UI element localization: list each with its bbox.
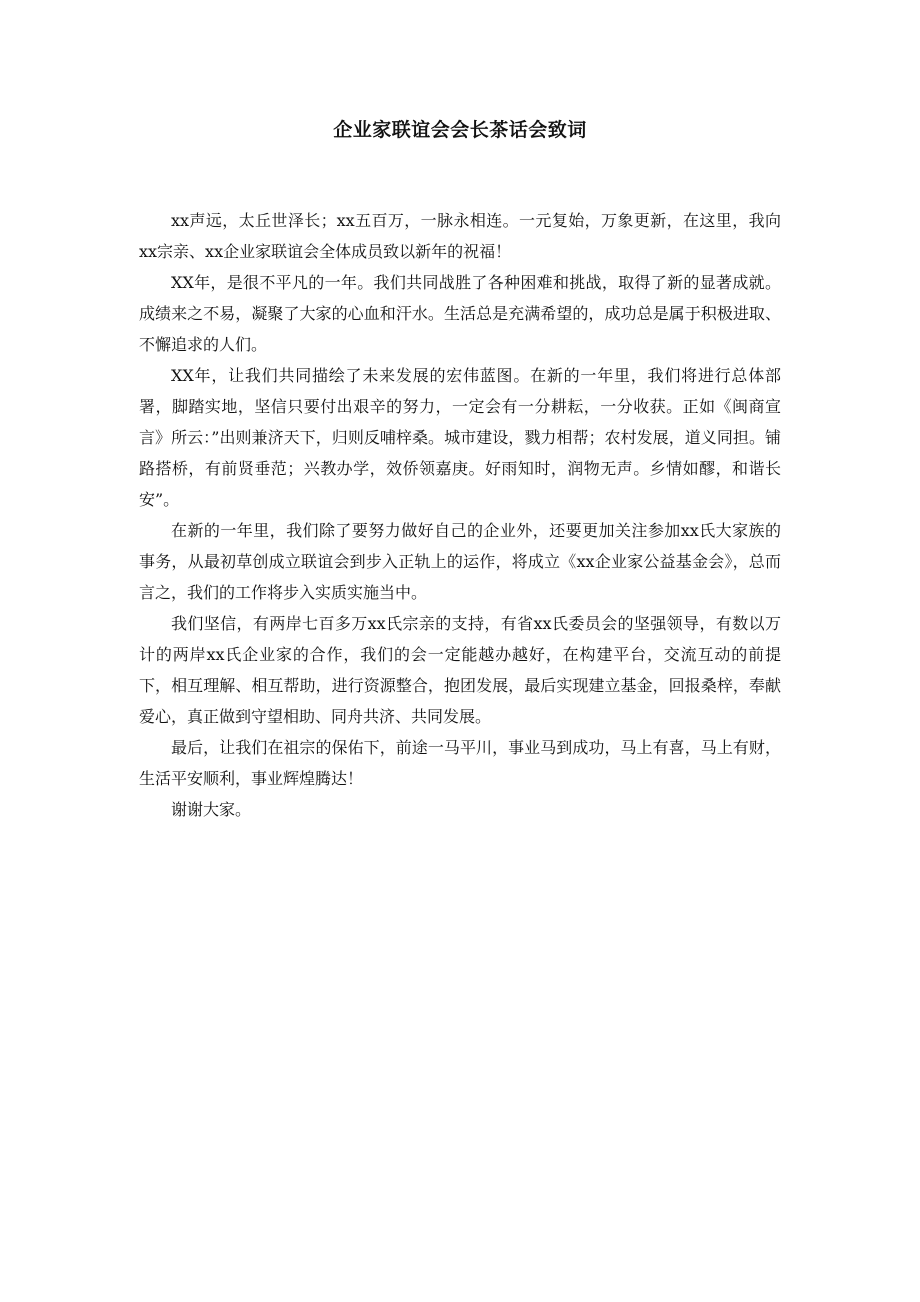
document-title: 企业家联谊会会长茶话会致词 [333, 119, 587, 141]
paragraph-thanks: 谢谢大家。 [171, 800, 252, 819]
paragraph-blessing: 最后，让我们在祖宗的保佑下，前途一马平川，事业马到成功，马上有喜，马上有财，生活平安顺利，事业辉煌腾达！ [139, 738, 781, 788]
document-body [139, 205, 781, 825]
paragraph-year-review: XX年，是很不平凡的一年。我们共同战胜了各种困难和挑战，取得了新的显著成就。成绩来之不易，凝聚了大家的心血和汗水。生活总是充满希望的，成功总是属于积极进取、不懈追求的人们。 [139, 273, 781, 354]
paragraph-blueprint: XX年，让我们共同描绘了未来发展的宏伟蓝图。在新的一年里，我们将进行总体部署，脚踏实地，坚信只要付出艰辛的努力，一定会有一分耕耘，一分收获。正如《闽商宣言》所云：”出则兼济天下，归则反哺梓桑。城市建设，戮力相帮；农村发展，道义同担。铺路搭桥，有前贤垂范；兴教办学，效侨领嘉庚。好雨知时，润物无声。乡情如醪，和谐长安”。 [139, 366, 781, 509]
paragraph-confidence: 我们坚信，有两岸七百多万xx氏宗亲的支持，有省xx氏委员会的坚强领导，有数以万计的两岸xx氏企业家的合作，我们的会一定能越办越好，在构建平台，交流互动的前提下，相互理解、相互帮助，进行资源整合，抱团发展，最后实现建立基金，回报桑梓，奉献爱心，真正做到守望相助、同舟共济、共同发展。 [139, 614, 781, 726]
paragraph-greeting: xx声远，太丘世泽长；xx五百万，一脉永相连。一元复始，万象更新，在这里，我向xx宗亲、xx企业家联谊会全体成员致以新年的祝福！ [139, 211, 781, 261]
paragraph-new-year-plan: 在新的一年里，我们除了要努力做好自己的企业外，还要更加关注参加xx氏大家族的事务，从最初草创成立联谊会到步入正轨上的运作，将成立《xx企业家公益基金会》，总而言之，我们的工作将步入实质实施当中。 [139, 521, 781, 602]
